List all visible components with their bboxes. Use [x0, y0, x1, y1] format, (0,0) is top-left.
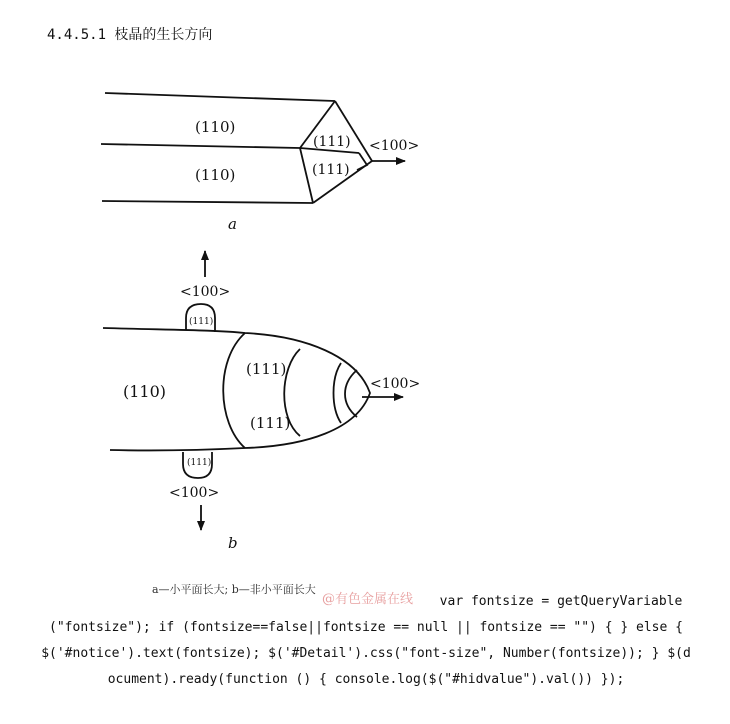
crystal-a-middle-edge: [101, 144, 300, 148]
label-a-111-top: (111): [313, 134, 351, 150]
label-a-111-bottom: (111): [312, 162, 350, 178]
label-b-direction-right: <100>: [370, 376, 421, 392]
label-a-110-top: (110): [195, 118, 236, 136]
label-b-111-lower: (111): [250, 414, 291, 432]
crystal-a-tip-notch: [357, 153, 367, 170]
site-watermark: @有色金属在线: [322, 592, 414, 607]
crystal-a-top-edge: [105, 93, 335, 101]
dendrite-growth-figure: [95, 68, 430, 608]
dendrite-b-tip-boundary: [345, 370, 357, 417]
label-b-direction-top: <100>: [180, 284, 231, 300]
dendrite-b-outer-boundary: [223, 333, 245, 448]
leaked-script-text: [40, 589, 692, 693]
dendrite-b-inner-boundary: [334, 363, 342, 423]
section-heading: 4.4.5.1 枝晶的生长方向: [47, 27, 213, 43]
label-b-111-top-bump: (111): [189, 317, 214, 327]
label-b-111-bottom-bump: (111): [187, 458, 212, 468]
label-b-direction-bottom: <100>: [169, 485, 220, 501]
figure-a-faceted-crystal: [101, 93, 405, 203]
crystal-a-bottom-edge: [102, 201, 313, 203]
dendrite-diagram-svg: [95, 68, 430, 608]
label-b-111-upper: (111): [246, 360, 287, 378]
label-b-110: (110): [123, 382, 167, 401]
script-text-content: var fontsize = getQueryVariable ("fontsize"); if (fontsize==false||fontsize == null || fontsize == "") { } else { $('#notice').text(fontsize); $('#Detail').css("font-size", Number(fontsize)); } $(document).ready(function () { console.log($("#hidvalue").val()) });: [41, 594, 691, 687]
figure-a-label: a: [228, 215, 237, 233]
label-a-direction: <100>: [369, 138, 420, 154]
figure-b-label: b: [228, 534, 238, 552]
label-a-110-bottom: (110): [195, 166, 236, 184]
figure-caption: a—小平面长大; b—非小平面长大: [152, 583, 316, 596]
